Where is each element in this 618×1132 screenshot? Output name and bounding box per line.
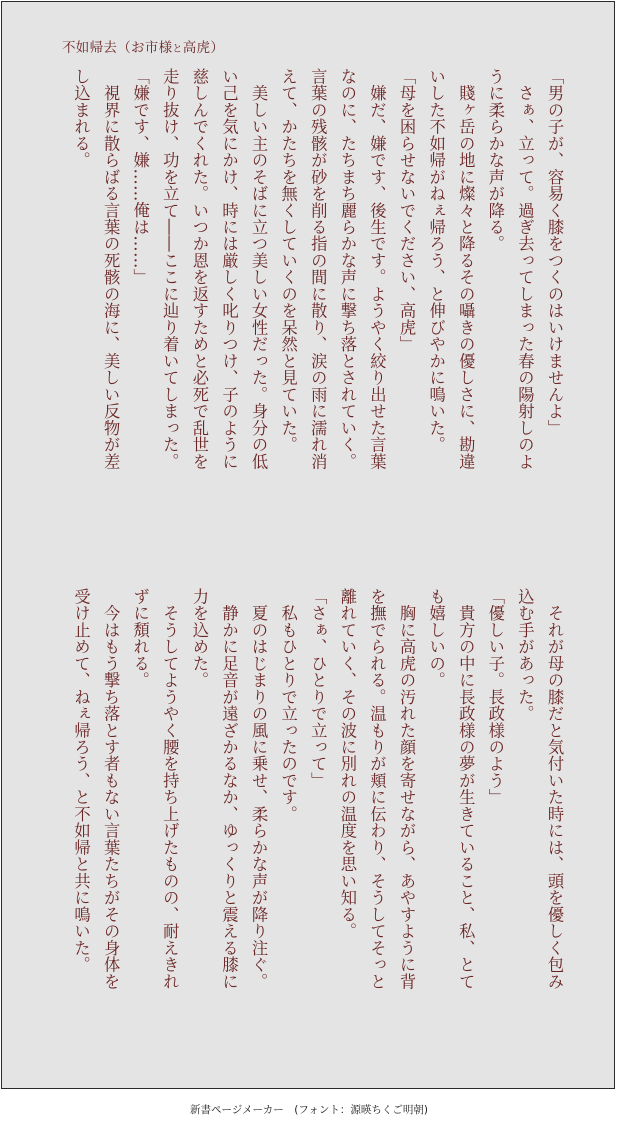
text-column: 「さぁ、ひとりで立って」 xyxy=(308,588,328,789)
text-column: 言葉の残骸が砂を削る指の間に散り、涙の雨に濡れ消 xyxy=(308,68,328,470)
text-column: 私もひとりで立ったのです。 xyxy=(278,588,298,823)
text-column: それが母の膝だと気付いた時には、頭を優しく包み xyxy=(545,588,564,990)
text-column: し込まれる。 xyxy=(71,68,91,169)
novel-page xyxy=(1,1,615,1089)
text-block-top xyxy=(49,68,569,520)
text-column: 嫌だ、嫌です、後生です。ようやく絞り出せた言葉 xyxy=(367,68,387,470)
text-column: いした不如帰がねぇ帰ろう、と伸びやかに鳴いた。 xyxy=(426,68,446,454)
footer-credit: 新書ページメーカー (フォント：源暎ちくご明朝) xyxy=(190,1104,428,1116)
title-tail: 高虎） xyxy=(182,40,225,56)
text-column: 「男の子が、容易く膝をつくのはいけませんよ」 xyxy=(545,68,564,437)
text-column: ずに頽れる。 xyxy=(130,588,150,689)
title-main: 不如帰去（お市様 xyxy=(62,40,173,56)
text-column: 力を込めた。 xyxy=(189,588,209,689)
title-small: と xyxy=(172,44,183,55)
text-column: 賤ヶ岳の地に燦々と降るその囁きの優しさに、勘違 xyxy=(456,68,476,470)
text-column: も嬉しいの。 xyxy=(426,588,446,689)
text-column: を撫でられる。温もりが頬に伝わり、そうしてそっと xyxy=(367,588,387,990)
page-title xyxy=(62,36,224,56)
text-column: 美しい主のそばに立つ美しい女性だった。身分の低 xyxy=(249,68,269,470)
text-column: 胸に高虎の汚れた顔を寄せながら、あやすように背 xyxy=(397,588,417,990)
text-column: 静かに足音が遠ざかるなか、ゆっくりと震える膝に xyxy=(219,588,239,990)
text-column: さぁ、立って。過ぎ去ってしまった春の陽射しのよ xyxy=(515,68,535,470)
text-column: 慈しんでくれた。いつか恩を返すためと必死で乱世を xyxy=(189,68,209,470)
text-column: 「母を困らせないでください、高虎」 xyxy=(397,68,417,353)
text-column: 「嫌です、嫌……俺は……」 xyxy=(130,68,150,286)
text-column: 走り抜け、功を立て――ここに辿り着いてしまった。 xyxy=(160,68,180,470)
text-column: そうしてようやく腰を持ち上げたものの、耐えきれ xyxy=(160,588,180,990)
text-column: うに柔らかな声が降る。 xyxy=(485,68,505,253)
text-column: 離れていく、その波に別れの温度を思い知る。 xyxy=(337,588,357,940)
text-column: 「優しい子。長政様のよう」 xyxy=(485,588,505,806)
text-column: 視界に散らばる言葉の死骸の海に、美しい反物が差 xyxy=(101,68,121,470)
text-column: えて、かたちを無くしていくのを呆然と見ていた。 xyxy=(278,68,298,454)
text-block-bottom xyxy=(49,588,569,1040)
text-column: 夏のはじまりの風に乗せ、柔らかな声が降り注ぐ。 xyxy=(249,588,269,990)
text-column: 貴方の中に長政様の夢が生きていること、私、とて xyxy=(456,588,476,990)
text-column: なのに、たちまち麗らかな声に撃ち落とされていく。 xyxy=(337,68,357,470)
text-column: 受け止めて、ねぇ帰ろう、と不如帰と共に鳴いた。 xyxy=(71,588,91,974)
text-column: 今はもう撃ち落とす者もない言葉たちがその身体を xyxy=(101,588,121,990)
text-column: い己を気にかけ、時には厳しく叱りつけ、子のように xyxy=(219,68,239,470)
text-column: 込む手があった。 xyxy=(515,588,535,722)
